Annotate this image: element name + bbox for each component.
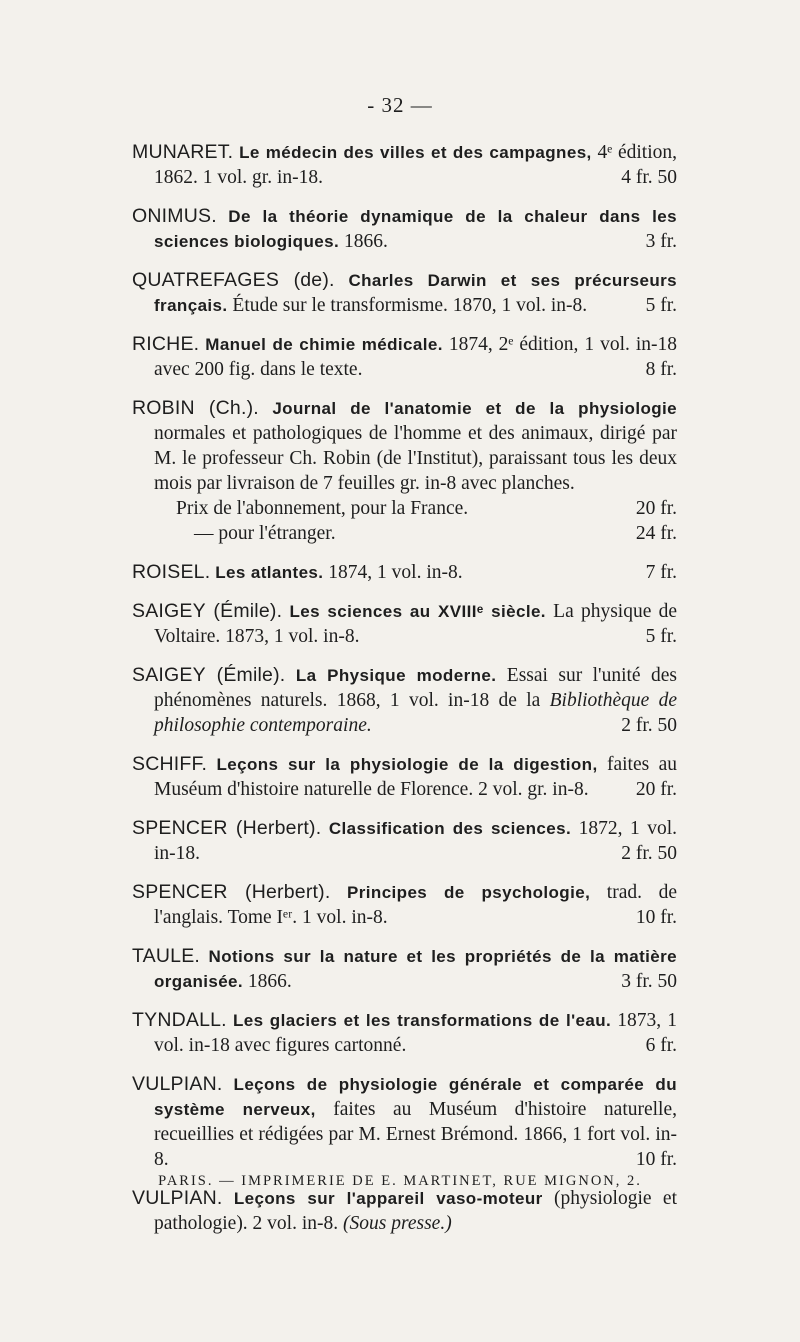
entry-author: ROBIN (Ch.). <box>132 397 259 419</box>
entry-author: MUNARET. <box>132 141 234 163</box>
entry-title: Manuel de chimie médicale. <box>205 335 443 354</box>
entry-author: SAIGEY (Émile). <box>132 600 283 622</box>
entry-author: TYNDALL. <box>132 1009 227 1031</box>
entry-price: 4 fr. 50 <box>621 167 677 188</box>
catalog-entry <box>132 944 677 994</box>
entry-details: 1866. <box>343 231 388 252</box>
entry-title: Leçons sur la physiologie de la digestion, <box>216 755 598 774</box>
entry-details: (physiologie et pathologie). 2 vol. in-8. <box>154 1188 677 1234</box>
subscription-label: — pour l'étranger. <box>194 523 336 544</box>
catalog-entry <box>132 752 677 802</box>
entry-price: 3 fr. 50 <box>621 971 677 992</box>
entry-price: 2 fr. 50 <box>621 715 677 736</box>
catalog-entry <box>132 599 677 649</box>
entry-title: Principes de psychologie, <box>347 883 591 902</box>
entry-details: normales et pathologiques de l'homme et des animaux, dirigé par M. le professeur Ch. Robin (de l'Institut), paraissant tous les deux mois par livraison de 7 feuilles gr. in-8 avec planches. <box>154 423 677 494</box>
subscription-line-abroad <box>132 521 677 546</box>
entry-author: QUATREFAGES (de). <box>132 269 335 291</box>
entry-title: Journal de l'anatomie et de la physiologie <box>272 399 678 418</box>
entry-title: De la théorie dynamique de la chaleur dans les sciences biologiques. <box>154 207 678 251</box>
entry-details: La physique de Voltaire. 1873, 1 vol. in-8. <box>154 601 678 647</box>
page-number: - 32 — <box>367 93 433 117</box>
entry-series: Bibliothèque de philosophie contemporaine. <box>154 690 677 736</box>
entry-author: ONIMUS. <box>132 205 217 227</box>
catalog-entry <box>132 880 677 930</box>
catalog-entry <box>132 1186 677 1236</box>
entry-title: Leçons sur l'appareil vaso-moteur <box>233 1189 543 1208</box>
catalog-entry <box>132 560 677 585</box>
entry-price: 8 fr. <box>645 359 677 380</box>
entry-details: 1874, 1 vol. in-8. <box>328 562 463 583</box>
catalog-list <box>132 140 677 1250</box>
entry-title: Le médecin des villes et des campagnes, <box>239 143 592 162</box>
entry-price: 10 fr. <box>635 907 677 928</box>
entry-author: SCHIFF. <box>132 753 208 775</box>
catalog-entry <box>132 140 677 190</box>
entry-title: La Physique moderne. <box>295 666 497 685</box>
entry-price: 6 fr. <box>645 1035 677 1056</box>
catalog-entry <box>132 396 677 496</box>
entry-title: Charles Darwin et ses précurseurs français. <box>154 271 678 315</box>
entry-price: 20 fr. <box>635 779 677 800</box>
catalog-entry <box>132 1072 677 1172</box>
entry-details: 1872, 1 vol. in-18. <box>154 818 678 864</box>
entry-details: faites au Muséum d'histoire naturelle, recueillies et rédigées par M. Ernest Brémond. 1866, 1 fort vol. in-8. <box>154 1099 677 1170</box>
entry-details: Étude sur le transformisme. 1870, 1 vol. in-8. <box>232 295 588 316</box>
entry-price: 7 fr. <box>645 562 677 583</box>
entry-author: SAIGEY (Émile). <box>132 664 286 686</box>
subscription-label: Prix de l'abonnement, pour la France. <box>176 498 469 519</box>
entry-author: SPENCER (Herbert). <box>132 817 322 839</box>
entry-price: 5 fr. <box>645 295 677 316</box>
entry-author: RICHE. <box>132 333 200 355</box>
entry-title: Les sciences au XVIIIᵉ siècle. <box>289 602 546 621</box>
entry-details: 1873, 1 vol. in-18 avec figures cartonné. <box>154 1010 678 1056</box>
catalog-entry <box>132 663 677 738</box>
entry-title: Notions sur la nature et les propriétés de la matière organisée. <box>154 947 677 991</box>
catalog-entry <box>132 816 677 866</box>
entry-title: Les atlantes. <box>215 563 324 582</box>
subscription-price: 20 fr. <box>635 498 677 519</box>
entry-price: 3 fr. <box>645 231 677 252</box>
entry-details: faites au Muséum d'histoire naturelle de Florence. 2 vol. gr. in-8. <box>154 754 677 800</box>
entry-title: Les glaciers et les transformations de l'eau. <box>232 1011 612 1030</box>
entry-note: (Sous presse.) <box>343 1213 452 1234</box>
subscription-line-france <box>132 496 677 521</box>
entry-details: trad. de l'anglais. Tome Iᵉʳ. 1 vol. in-8. <box>154 882 677 928</box>
catalog-entry <box>132 204 677 254</box>
entry-author: SPENCER (Herbert). <box>132 881 331 903</box>
entry-author: ROISEL. <box>132 561 211 583</box>
printer-footer: PARIS. — IMPRIMERIE DE E. MARTINET, RUE MIGNON, 2. <box>158 1173 642 1189</box>
catalog-entry <box>132 332 677 382</box>
entry-author: TAULE. <box>132 945 201 967</box>
catalog-entry <box>132 268 677 318</box>
catalog-entry <box>132 1008 677 1058</box>
entry-title: Classification des sciences. <box>328 819 572 838</box>
entry-author: VULPIAN. <box>132 1187 223 1209</box>
entry-details: 4ᵉ édition, 1862. 1 vol. gr. in-18. <box>154 142 678 188</box>
entry-details: 1866. <box>247 971 292 992</box>
entry-title: Leçons de physiologie générale et comparée du système nerveux, <box>154 1075 678 1119</box>
entry-details: 1874, 2ᵉ édition, 1 vol. in-18 avec 200 fig. dans le texte. <box>154 334 677 380</box>
entry-price: 2 fr. 50 <box>621 843 677 864</box>
entry-price: 5 fr. <box>645 626 677 647</box>
subscription-price: 24 fr. <box>635 523 677 544</box>
entry-price: 10 fr. <box>635 1149 677 1170</box>
entry-details: Essai sur l'unité des phénomènes naturels. 1868, 1 vol. in-18 de la <box>154 665 677 711</box>
entry-author: VULPIAN. <box>132 1073 223 1095</box>
